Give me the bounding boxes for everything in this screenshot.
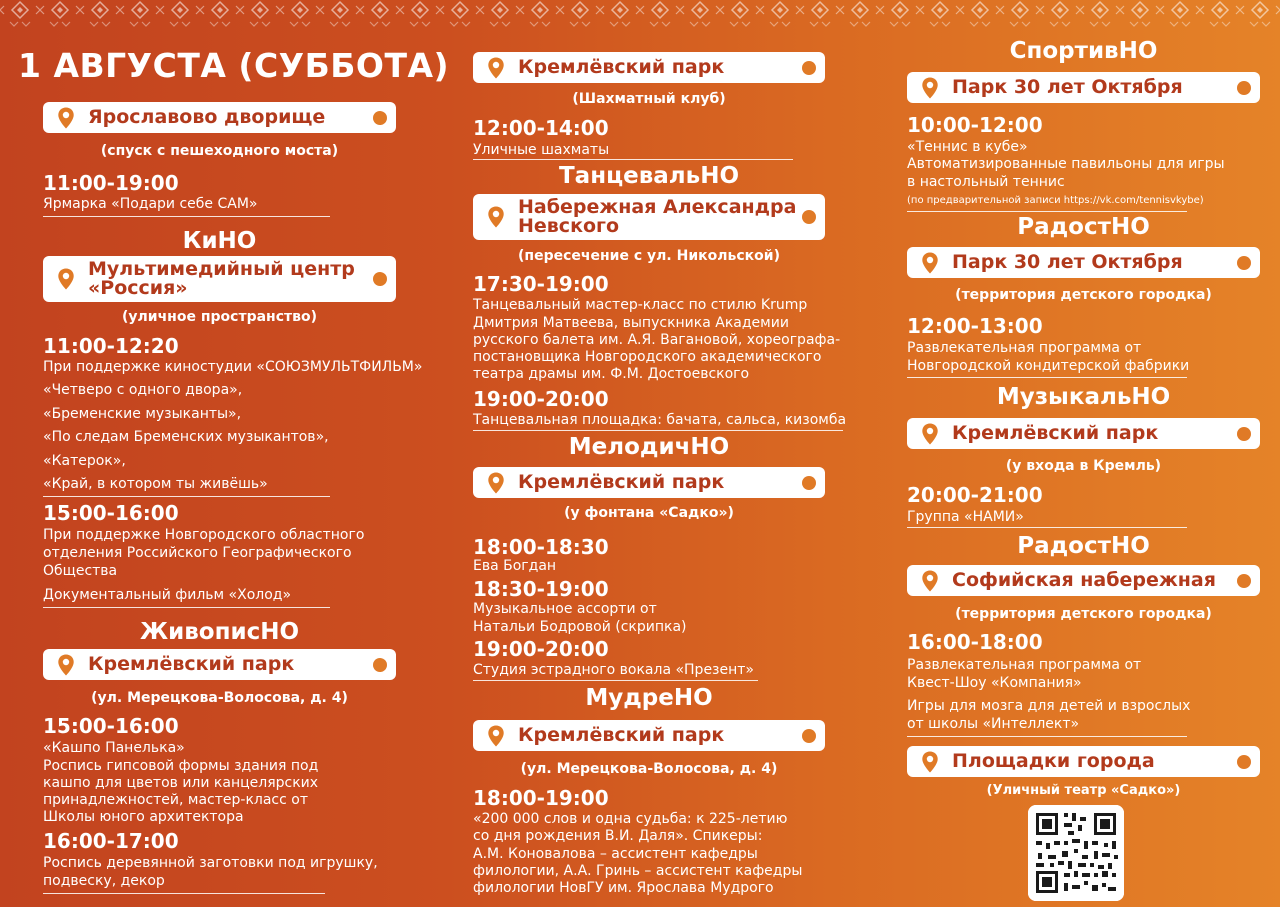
event-time: 18:30-19:00 — [473, 577, 609, 601]
category-title: РадостНО — [1017, 214, 1150, 240]
event-desc: «200 000 слов и одна судьба: к 225-летию — [473, 811, 788, 827]
divider — [907, 377, 1187, 378]
location-pin-icon — [918, 569, 942, 593]
event-desc: При поддержке киностудии «СОЮЗМУЛЬТФИЛЬМ» — [43, 359, 423, 375]
location-pin-icon — [918, 422, 942, 446]
divider — [473, 430, 843, 431]
event-desc: Развлекательная программа от — [907, 340, 1142, 356]
event-desc: отделения Российского Географического — [43, 545, 352, 561]
location-sub: (у фонтана «Садко») — [564, 505, 734, 521]
event-desc: «Теннис в кубе» — [907, 139, 1028, 155]
pill-dot — [802, 210, 816, 224]
location-pill — [473, 720, 825, 751]
location-pin-icon — [484, 471, 508, 495]
event-desc: А.М. Коновалова – ассистент кафедры — [473, 846, 758, 862]
pill-dot — [802, 61, 816, 75]
location-sub: (Уличный театр «Садко») — [986, 783, 1181, 798]
location-pin-icon — [54, 106, 78, 130]
divider — [473, 159, 793, 160]
divider — [43, 496, 330, 497]
location-name: Кремлёвский парк — [518, 471, 725, 493]
event-desc: «По следам Бременских музыкантов», — [43, 429, 329, 445]
event-time: 15:00-16:00 — [43, 714, 179, 738]
category-title: ТанцевальНО — [558, 163, 739, 189]
location-sub: (территория детского городка) — [955, 606, 1212, 622]
location-name — [518, 198, 796, 236]
location-pin-icon — [484, 56, 508, 80]
event-time: 10:00-12:00 — [907, 113, 1043, 137]
divider — [43, 607, 330, 608]
location-name: Кремлёвский парк — [952, 422, 1159, 444]
event-desc: русского балета им. А.Я. Вагановой, хореографа- — [473, 332, 841, 348]
event-desc: Группа «НАМИ» — [907, 509, 1024, 525]
location-name: Парк 30 лет Октября — [952, 76, 1183, 98]
ornament-border-icon — [0, 0, 1280, 30]
location-sub: (ул. Мерецкова-Волосова, д. 4) — [91, 690, 348, 706]
event-time: 11:00-19:00 — [43, 171, 179, 195]
event-time: 18:00-18:30 — [473, 535, 609, 559]
category-title: МелодичНО — [568, 434, 730, 460]
event-time: 16:00-17:00 — [43, 829, 179, 853]
location-name: Ярославово дворище — [88, 106, 326, 128]
event-time: 19:00-20:00 — [473, 637, 609, 661]
event-desc: Роспись деревянной заготовки под игрушку, — [43, 855, 378, 871]
location-pill — [907, 247, 1260, 278]
event-desc: «Четверо с одного двора», — [43, 382, 243, 398]
event-time: 20:00-21:00 — [907, 483, 1043, 507]
event-desc: принадлежностей, мастер-класс от — [43, 792, 309, 808]
pill-dot — [1237, 256, 1251, 270]
divider — [907, 527, 1187, 528]
event-desc: «Бременские музыканты», — [43, 406, 242, 422]
category-title: РадостНО — [1017, 533, 1150, 559]
location-pin-icon — [484, 724, 508, 748]
pill-dot — [1237, 81, 1251, 95]
event-desc: Общества — [43, 563, 118, 579]
location-name: Площадки города — [952, 750, 1155, 772]
location-name: Мультимедийный центр «Россия» — [88, 258, 355, 299]
category-title: МузыкальНО — [996, 384, 1171, 410]
event-desc: Школы юного архитектора — [43, 809, 244, 825]
location-pin-icon — [918, 750, 942, 774]
event-desc: театра драмы им. Ф.М. Достоевского — [473, 366, 750, 382]
location-pill — [43, 102, 396, 133]
event-desc: Ярмарка «Подари себе САМ» — [43, 196, 258, 212]
location-name: Кремлёвский парк — [88, 653, 295, 675]
event-desc: Танцевальная площадка: бачата, сальса, кизомба — [473, 412, 847, 428]
event-note: (по предварительной записи https://vk.com/tennisvkybe) — [907, 195, 1204, 206]
divider — [43, 216, 330, 217]
pill-dot — [373, 658, 387, 672]
location-pill — [907, 72, 1260, 103]
event-desc: Натальи Бодровой (скрипка) — [473, 619, 687, 635]
location-pill — [907, 418, 1260, 449]
event-time: 12:00-13:00 — [907, 314, 1043, 338]
event-desc: Автоматизированные павильоны для игры — [907, 156, 1225, 172]
event-desc: Танцевальный мастер-класс по стилю Krump — [473, 297, 808, 313]
location-pin-icon — [54, 267, 78, 291]
event-desc: Игры для мозга для детей и взрослых — [907, 698, 1191, 714]
category-title: МудреНО — [585, 685, 713, 711]
location-sub: (ул. Мерецкова-Волосова, д. 4) — [520, 761, 778, 777]
event-desc: Документальный фильм «Холод» — [43, 587, 292, 603]
location-name: Кремлёвский парк — [518, 56, 725, 78]
location-pill — [907, 746, 1260, 777]
event-desc: филологии НовГУ им. Ярослава Мудрого — [473, 880, 774, 896]
divider — [907, 211, 1187, 212]
event-desc: Новгородской кондитерской фабрики — [907, 358, 1190, 374]
event-desc: филологии, А.А. Гринь – ассистент кафедры — [473, 863, 803, 879]
category-title: КиНО — [182, 228, 257, 254]
event-desc: подвеску, декор — [43, 873, 165, 889]
location-sub: (уличное пространство) — [121, 309, 317, 325]
location-name: Кремлёвский парк — [518, 724, 725, 746]
location-sub: (пересечение с ул. Никольской) — [518, 248, 780, 264]
event-time: 16:00-18:00 — [907, 630, 1043, 654]
event-desc: в настольный теннис — [907, 174, 1065, 190]
location-pill — [907, 565, 1260, 596]
event-time: 15:00-16:00 — [43, 501, 179, 525]
event-desc: от школы «Интеллект» — [907, 716, 1080, 732]
location-pill — [43, 649, 396, 680]
location-pill — [473, 52, 825, 83]
event-desc: постановщика Новгородского академического — [473, 349, 822, 365]
event-desc: Дмитрия Матвеева, выпускника Академии — [473, 315, 789, 331]
event-time: 17:30-19:00 — [473, 272, 609, 296]
location-name-line: Набережная Александра — [518, 196, 797, 218]
divider — [907, 736, 1187, 737]
event-desc: «Кашпо Панелька» — [43, 740, 185, 756]
event-desc: Развлекательная программа от — [907, 657, 1142, 673]
location-sub: (Шахматный клуб) — [572, 91, 726, 107]
event-desc: Студия эстрадного вокала «Презент» — [473, 662, 754, 678]
location-sub: (территория детского городка) — [955, 287, 1212, 303]
qr-code[interactable] — [1028, 805, 1124, 901]
pill-dot — [1237, 427, 1251, 441]
pill-dot — [802, 729, 816, 743]
location-pill — [43, 256, 396, 302]
pill-dot — [1237, 574, 1251, 588]
location-pin-icon — [918, 76, 942, 100]
location-pill — [473, 194, 825, 240]
event-desc: кашпо для цветов или канцелярских — [43, 775, 319, 791]
location-name: Парк 30 лет Октября — [952, 251, 1183, 273]
event-desc: «Катерок», — [43, 453, 126, 469]
location-pin-icon — [484, 205, 508, 229]
location-pin-icon — [918, 251, 942, 275]
category-title: СпортивНО — [1009, 38, 1158, 64]
qr-code-icon — [1028, 805, 1124, 901]
location-pill — [473, 467, 825, 498]
event-time: 12:00-14:00 — [473, 116, 609, 140]
event-desc: Музыкальное ассорти от — [473, 601, 657, 617]
event-desc: «Край, в котором ты живёшь» — [43, 476, 268, 492]
pill-dot — [373, 111, 387, 125]
category-title: ЖивописНО — [139, 619, 300, 645]
event-desc: Уличные шахматы — [473, 142, 610, 158]
pill-dot — [802, 476, 816, 490]
location-sub: (спуск с пешеходного моста) — [100, 143, 339, 159]
event-desc: Квест-Шоу «Компания» — [907, 675, 1082, 691]
location-pin-icon — [54, 653, 78, 677]
event-desc: Ева Богдан — [473, 558, 557, 574]
divider — [43, 893, 325, 894]
location-name-line: Невского — [518, 215, 620, 237]
pill-dot — [1237, 755, 1251, 769]
event-desc: Роспись гипсовой формы здания под — [43, 758, 319, 774]
location-name: Софийская набережная — [952, 569, 1216, 591]
pill-dot — [373, 272, 387, 286]
event-desc: При поддержке Новгородского областного — [43, 527, 365, 543]
event-time: 18:00-19:00 — [473, 786, 609, 810]
date-heading: 1 АВГУСТА (СУББОТА) — [18, 46, 450, 85]
event-time: 19:00-20:00 — [473, 387, 609, 411]
event-time: 11:00-12:20 — [43, 334, 179, 358]
event-desc: со дня рождения В.И. Даля». Спикеры: — [473, 828, 763, 844]
divider — [473, 680, 758, 681]
location-sub: (у входа в Кремль) — [1005, 458, 1162, 474]
